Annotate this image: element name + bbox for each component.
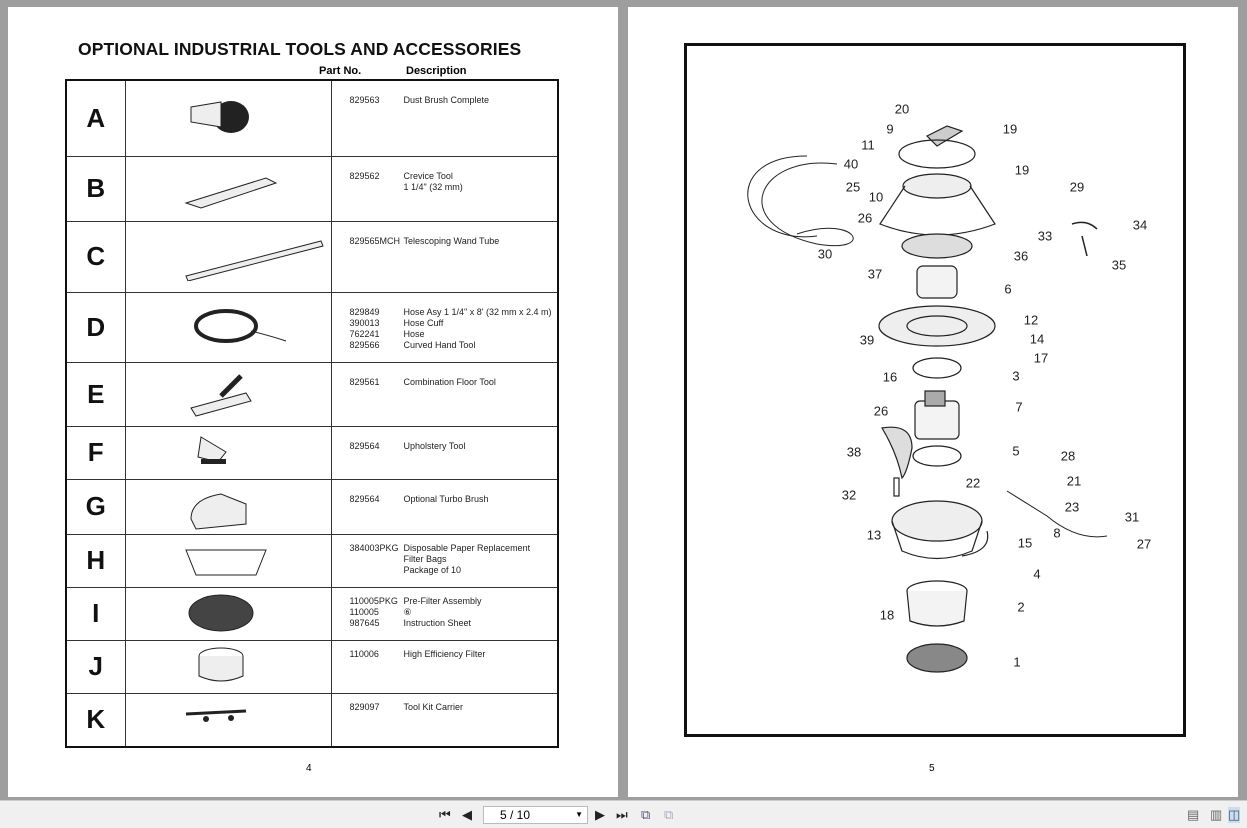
- callout-label: 18: [879, 607, 895, 623]
- page-selector[interactable]: [483, 806, 588, 824]
- callout-label: 28: [1060, 448, 1076, 464]
- page-5: [628, 7, 1238, 797]
- table-row: [66, 362, 558, 426]
- callout-label: 31: [1124, 509, 1140, 525]
- callout-label: 11: [861, 137, 875, 153]
- row-letter: G: [66, 479, 125, 534]
- page-value: 5 / 10: [500, 808, 531, 822]
- hose-image: [125, 292, 331, 362]
- description-line: Crevice Tool: [403, 170, 453, 181]
- description-line: Dust Brush Complete: [403, 95, 490, 105]
- callout-label: 26: [857, 210, 873, 226]
- description-line: 1 1/4" (32 mm): [403, 181, 463, 192]
- page-title: OPTIONAL INDUSTRIAL TOOLS AND ACCESSORIES: [78, 39, 522, 59]
- part-number: 829566: [349, 339, 380, 350]
- callout-label: 16: [882, 369, 898, 385]
- callout-label: 20: [894, 101, 910, 117]
- single-page-view-icon[interactable]: ⧉: [641, 807, 651, 822]
- row-letter: H: [66, 534, 125, 587]
- description-line: Disposable Paper Replacement: [403, 542, 531, 553]
- part-number: 829563: [349, 95, 380, 105]
- upholstery-tool-image: [125, 426, 331, 479]
- row-letter: I: [66, 587, 125, 640]
- callout-label: 25: [845, 179, 861, 195]
- callout-label: 33: [1037, 228, 1053, 244]
- callout-label: 35: [1111, 257, 1127, 273]
- part-number: 110005PKG: [349, 595, 398, 606]
- part-number: 390013: [349, 317, 380, 328]
- table-row: [66, 479, 558, 534]
- callout-label: 40: [843, 156, 859, 172]
- page-number: 5: [929, 763, 935, 774]
- part-number: 110005: [349, 606, 379, 617]
- callout-label: 26: [873, 403, 889, 419]
- row-letter: A: [66, 80, 125, 156]
- row-letter: D: [66, 292, 125, 362]
- description-line: Filter Bags: [403, 553, 447, 564]
- description-header: Description: [406, 65, 467, 77]
- part-number: 829564: [349, 440, 380, 451]
- part-number: 829565MCH: [349, 235, 401, 246]
- callout-label: 27: [1136, 536, 1152, 552]
- continuous-view-icon[interactable]: ⧉: [664, 807, 674, 822]
- callout-label: 4: [1033, 566, 1041, 582]
- table-row: [66, 587, 558, 640]
- part-number: 829097: [349, 701, 380, 712]
- description-line: Package of 10: [403, 564, 462, 575]
- next-page-button[interactable]: ▶: [595, 807, 605, 822]
- description-line: Upholstery Tool: [403, 440, 466, 451]
- callout-label: 14: [1029, 331, 1045, 347]
- pre-filter-image: [125, 587, 331, 640]
- callout-label: 38: [846, 444, 862, 460]
- description-line: Optional Turbo Brush: [403, 493, 489, 504]
- callout-label: 15: [1017, 535, 1033, 551]
- description-line: Hose: [403, 328, 425, 339]
- callout-label: 21: [1066, 473, 1082, 489]
- callout-label: 32: [841, 487, 857, 503]
- tool-carrier-image: [125, 693, 331, 747]
- crevice-tool-image: [125, 156, 331, 221]
- part-number: 762241: [349, 328, 380, 339]
- page-4: [8, 7, 618, 797]
- callout-label: 12: [1023, 312, 1039, 328]
- part-number: 384003PKG: [349, 542, 399, 553]
- row-letter: E: [66, 362, 125, 426]
- table-row: [66, 534, 558, 587]
- table-row: [66, 80, 558, 156]
- vacuum-exploded-view: [687, 46, 1183, 734]
- callout-label: 13: [866, 527, 882, 543]
- description-line: Combination Floor Tool: [403, 376, 496, 387]
- table-row: [66, 292, 558, 362]
- description-line: Tool Kit Carrier: [403, 701, 464, 712]
- row-letter: F: [66, 426, 125, 479]
- table-row: [66, 640, 558, 693]
- callout-label: 34: [1132, 217, 1148, 233]
- description-line: Curved Hand Tool: [403, 339, 476, 350]
- callout-label: 6: [1004, 281, 1012, 297]
- part-number: 829564: [349, 493, 380, 504]
- filter-bag-image: [125, 534, 331, 587]
- turbo-brush-image: [125, 479, 331, 534]
- part-number: 829561: [349, 376, 380, 387]
- row-letter: K: [66, 693, 125, 747]
- callout-label: 10: [868, 189, 884, 205]
- table-row: [66, 221, 558, 292]
- viewer-toolbar: [0, 800, 1247, 828]
- description-line: Pre-Filter Assembly: [403, 595, 482, 606]
- description-line: Hose Cuff: [403, 317, 444, 328]
- first-page-button[interactable]: ⏮: [439, 807, 451, 822]
- callout-label: 30: [817, 246, 833, 262]
- previous-page-button[interactable]: ◀: [462, 807, 472, 822]
- callout-label: 37: [867, 266, 883, 282]
- part-number: 829562: [349, 170, 380, 181]
- callout-label: 17: [1033, 350, 1049, 366]
- callout-label: 2: [1017, 599, 1025, 615]
- description-line: High Efficiency Filter: [403, 648, 486, 659]
- table-row: [66, 156, 558, 221]
- row-letter: J: [66, 640, 125, 693]
- callout-label: 19: [1014, 162, 1030, 178]
- callout-label: 39: [859, 332, 875, 348]
- part-number: 110006: [349, 648, 379, 659]
- last-page-button[interactable]: ⏭: [616, 807, 628, 822]
- table-row: [66, 693, 558, 747]
- parts-table: [65, 79, 559, 748]
- description-line: Instruction Sheet: [403, 617, 472, 628]
- callout-label: 29: [1069, 179, 1085, 195]
- wand-tube-image: [125, 221, 331, 292]
- callout-label: 5: [1012, 443, 1020, 459]
- description-line: Hose Asy 1 1/4" x 8' (32 mm x 2.4 m): [403, 306, 552, 317]
- single-page-icon[interactable]: ▤: [1187, 807, 1200, 822]
- part-no-header: Part No.: [319, 65, 362, 77]
- row-letter: C: [66, 221, 125, 292]
- hepa-filter-image: [125, 640, 331, 693]
- callout-label: 19: [1002, 121, 1018, 137]
- part-number: 987645: [349, 617, 380, 628]
- description-line: ⑥: [403, 606, 412, 617]
- part-number: 829849: [349, 306, 380, 317]
- callout-label: 22: [965, 475, 981, 491]
- chevron-down-icon: ▼: [575, 810, 583, 819]
- callout-label: 7: [1015, 399, 1023, 415]
- callout-label: 36: [1013, 248, 1029, 264]
- callout-label: 3: [1012, 368, 1020, 384]
- row-letter: B: [66, 156, 125, 221]
- continuous-icon[interactable]: ▥: [1210, 807, 1223, 822]
- callout-label: 8: [1053, 525, 1061, 541]
- table-row: [66, 426, 558, 479]
- callout-label: 23: [1064, 499, 1080, 515]
- floor-tool-image: [125, 362, 331, 426]
- callout-label: 1: [1013, 654, 1021, 670]
- page-number: 4: [306, 763, 312, 774]
- two-page-icon[interactable]: ◫: [1228, 807, 1241, 822]
- description-line: Telescoping Wand Tube: [403, 235, 500, 246]
- exploded-diagram: [684, 43, 1186, 737]
- dust-brush-image: [125, 80, 331, 156]
- callout-label: 9: [886, 121, 894, 137]
